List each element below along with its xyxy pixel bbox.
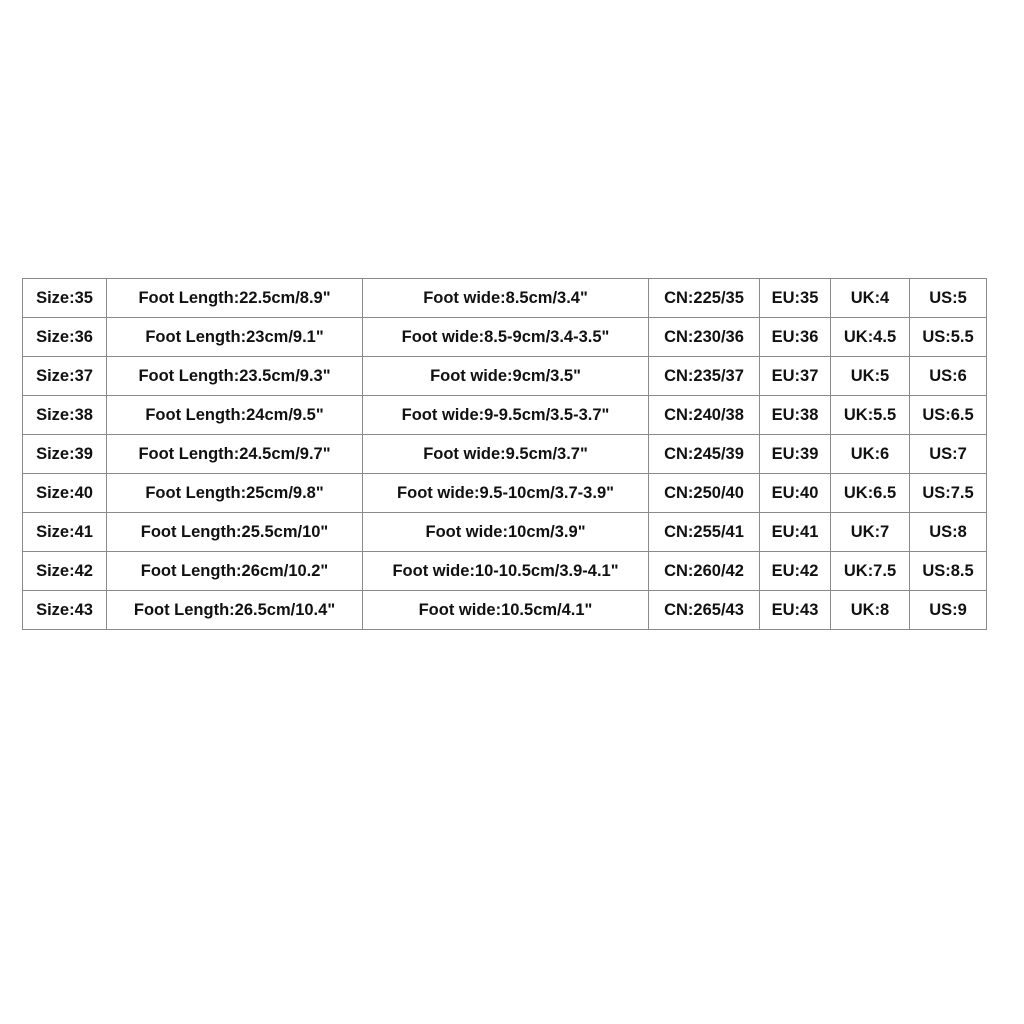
foot-length-cell: Foot Length:24.5cm/9.7" [107, 435, 363, 474]
eu-size-cell: EU:40 [760, 474, 831, 513]
foot-wide-cell: Foot wide:9cm/3.5" [363, 357, 649, 396]
eu-size-cell: EU:36 [760, 318, 831, 357]
size-cell: Size:36 [23, 318, 107, 357]
size-cell: Size:38 [23, 396, 107, 435]
size-cell: Size:37 [23, 357, 107, 396]
us-size-cell: US:5.5 [910, 318, 987, 357]
eu-size-cell: EU:43 [760, 591, 831, 630]
foot-length-cell: Foot Length:23cm/9.1" [107, 318, 363, 357]
size-cell: Size:39 [23, 435, 107, 474]
cn-size-cell: CN:245/39 [649, 435, 760, 474]
us-size-cell: US:9 [910, 591, 987, 630]
foot-length-cell: Foot Length:22.5cm/8.9" [107, 279, 363, 318]
uk-size-cell: UK:7.5 [831, 552, 910, 591]
us-size-cell: US:6.5 [910, 396, 987, 435]
cn-size-cell: CN:255/41 [649, 513, 760, 552]
foot-wide-cell: Foot wide:8.5-9cm/3.4-3.5" [363, 318, 649, 357]
table-row [23, 396, 987, 435]
us-size-cell: US:7 [910, 435, 987, 474]
foot-wide-cell: Foot wide:10cm/3.9" [363, 513, 649, 552]
foot-length-cell: Foot Length:26cm/10.2" [107, 552, 363, 591]
foot-length-cell: Foot Length:25.5cm/10" [107, 513, 363, 552]
table-row [23, 357, 987, 396]
table-row [23, 552, 987, 591]
table-row [23, 318, 987, 357]
cn-size-cell: CN:240/38 [649, 396, 760, 435]
eu-size-cell: EU:37 [760, 357, 831, 396]
size-cell: Size:42 [23, 552, 107, 591]
foot-length-cell: Foot Length:25cm/9.8" [107, 474, 363, 513]
table-row [23, 474, 987, 513]
us-size-cell: US:5 [910, 279, 987, 318]
uk-size-cell: UK:4.5 [831, 318, 910, 357]
uk-size-cell: UK:5 [831, 357, 910, 396]
foot-wide-cell: Foot wide:10-10.5cm/3.9-4.1" [363, 552, 649, 591]
table-row [23, 513, 987, 552]
eu-size-cell: EU:38 [760, 396, 831, 435]
foot-length-cell: Foot Length:24cm/9.5" [107, 396, 363, 435]
size-cell: Size:43 [23, 591, 107, 630]
uk-size-cell: UK:8 [831, 591, 910, 630]
eu-size-cell: EU:42 [760, 552, 831, 591]
size-cell: Size:41 [23, 513, 107, 552]
foot-length-cell: Foot Length:23.5cm/9.3" [107, 357, 363, 396]
us-size-cell: US:6 [910, 357, 987, 396]
cn-size-cell: CN:265/43 [649, 591, 760, 630]
us-size-cell: US:7.5 [910, 474, 987, 513]
foot-wide-cell: Foot wide:9-9.5cm/3.5-3.7" [363, 396, 649, 435]
table-row [23, 591, 987, 630]
cn-size-cell: CN:260/42 [649, 552, 760, 591]
foot-wide-cell: Foot wide:9.5-10cm/3.7-3.9" [363, 474, 649, 513]
foot-wide-cell: Foot wide:8.5cm/3.4" [363, 279, 649, 318]
eu-size-cell: EU:41 [760, 513, 831, 552]
uk-size-cell: UK:7 [831, 513, 910, 552]
table-row [23, 279, 987, 318]
table-row [23, 435, 987, 474]
eu-size-cell: EU:35 [760, 279, 831, 318]
size-chart-table [22, 278, 987, 630]
size-cell: Size:40 [23, 474, 107, 513]
cn-size-cell: CN:235/37 [649, 357, 760, 396]
cn-size-cell: CN:225/35 [649, 279, 760, 318]
eu-size-cell: EU:39 [760, 435, 831, 474]
foot-wide-cell: Foot wide:9.5cm/3.7" [363, 435, 649, 474]
size-cell: Size:35 [23, 279, 107, 318]
us-size-cell: US:8.5 [910, 552, 987, 591]
uk-size-cell: UK:6.5 [831, 474, 910, 513]
cn-size-cell: CN:230/36 [649, 318, 760, 357]
uk-size-cell: UK:4 [831, 279, 910, 318]
us-size-cell: US:8 [910, 513, 987, 552]
uk-size-cell: UK:5.5 [831, 396, 910, 435]
cn-size-cell: CN:250/40 [649, 474, 760, 513]
foot-length-cell: Foot Length:26.5cm/10.4" [107, 591, 363, 630]
uk-size-cell: UK:6 [831, 435, 910, 474]
foot-wide-cell: Foot wide:10.5cm/4.1" [363, 591, 649, 630]
